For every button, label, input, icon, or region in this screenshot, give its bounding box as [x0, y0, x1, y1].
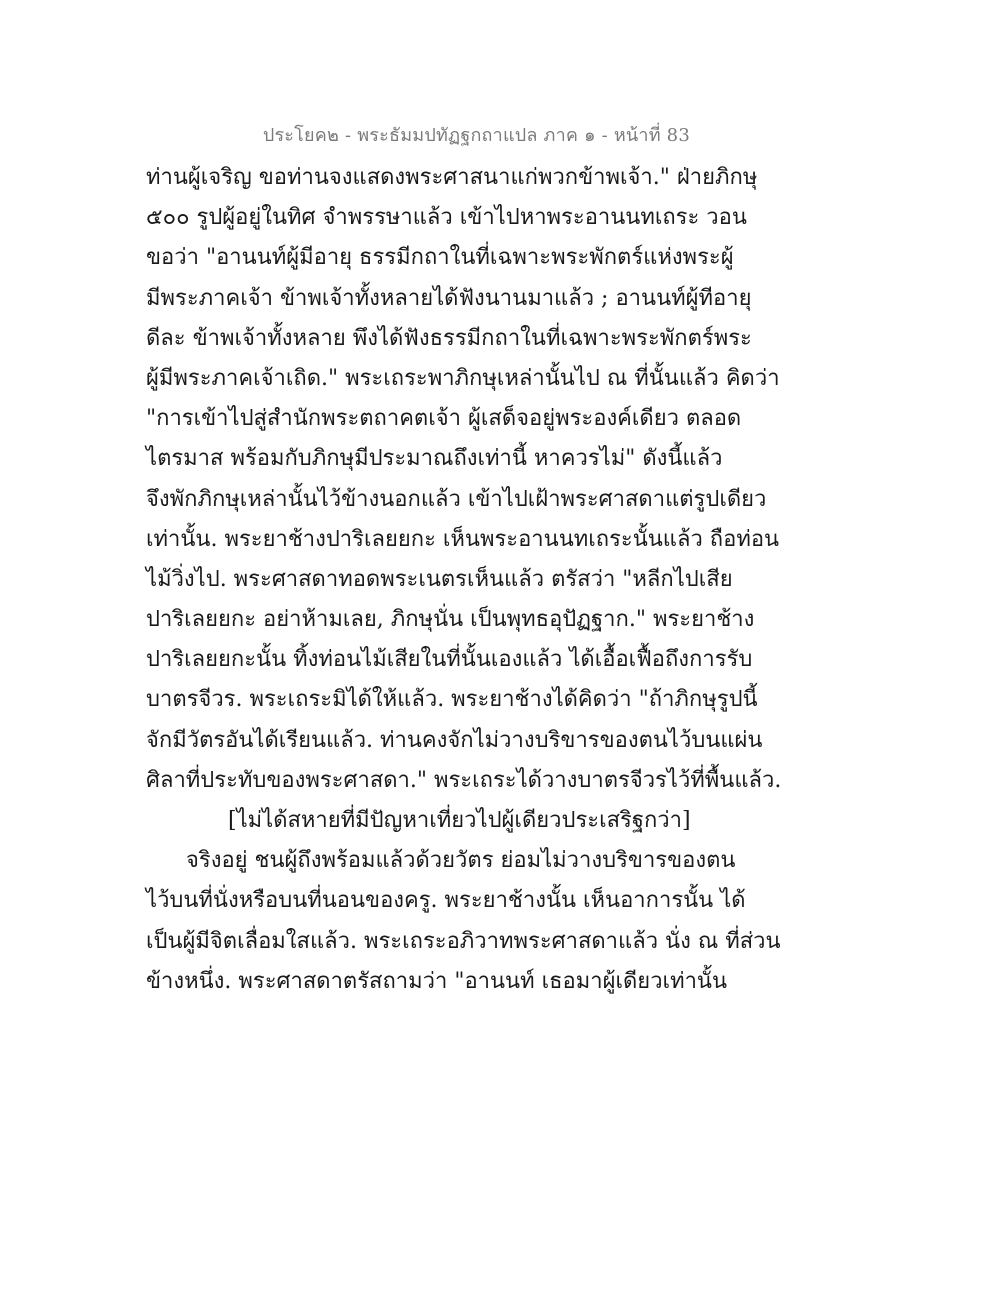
- text-line: ไม้วิ่งไป. พระศาสดาทอดพระเนตรเห็นแล้ว ตรัสว่า "หลีกไปเสีย: [146, 566, 733, 592]
- text-line: ศิลาที่ประทับของพระศาสดา." พระเถระได้วางบาตรจีวรไว้ที่พื้นแล้ว.: [146, 767, 782, 793]
- text-line: ขอว่า "อานนท์ผู้มีอายุ ธรรมีกถาในที่เฉพาะพระพักตร์แห่งพระผู้: [146, 245, 734, 271]
- text-line: ท่านผู้เจริญ ขอท่านจงแสดงพระศาสนาแก่พวกข้าพเจ้า." ฝ่ายภิกษุ: [146, 165, 758, 190]
- text-line: ผู้มีพระภาคเจ้าเถิด." พระเถระพาภิกษุเหล่านั้นไป ณ ที่นั้นแล้ว คิดว่า: [146, 365, 780, 391]
- text-line: ๕๐๐ รูปผู้อยู่ในทิศ จำพรรษาแล้ว เข้าไปหาพระอานนทเถระ วอน: [146, 205, 747, 231]
- section-heading: [ไม่ได้สหายที่มีปัญหาเที่ยวไปผู้เดียวประเสริฐกว่า]: [228, 808, 691, 833]
- text-line: ดีละ ข้าพเจ้าทั้งหลาย พึงได้ฟังธรรมีกถาในที่เฉพาะพระพักตร์พระ: [146, 325, 752, 351]
- running-head: ประโยค๒ - พระธัมมปทัฏฐกถาแปล ภาค ๑ - หน้าที่ 83: [262, 125, 690, 146]
- text-line: ปาริเลยยกะ อย่าห้ามเลย, ภิกษุนั่น เป็นพุทธอุปัฏฐาก." พระยาช้าง: [146, 607, 755, 633]
- text-line: เป็นผู้มีจิตเลื่อมใสแล้ว. พระเถระอภิวาทพระศาสดาแล้ว นั่ง ณ ที่ส่วน: [146, 928, 781, 954]
- text-line: "การเข้าไปสู่สำนักพระตถาคตเจ้า ผู้เสด็จอยู่พระองค์เดียว ตลอด: [146, 406, 742, 432]
- text-line: ไว้บนที่นั่งหรือบนที่นอนของครู. พระยาช้างนั้น เห็นอาการนั้น ได้: [146, 888, 746, 914]
- text-line: จักมีวัตรอันได้เรียนแล้ว. ท่านคงจักไม่วางบริขารของตนไว้บนแผ่น: [146, 727, 763, 753]
- text-line: ไตรมาส พร้อมกับภิกษุมีประมาณถึงเท่านี้ หาควรไม่" ดังนี้แล้ว: [146, 446, 723, 472]
- text-line: มีพระภาคเจ้า ข้าพเจ้าทั้งหลายได้ฟังนานมาแล้ว ; อานนท์ผู้ทีอายุ: [146, 285, 752, 311]
- text-line: จึงพักภิกษุเหล่านั้นไว้ข้างนอกแล้ว เข้าไปเฝ้าพระศาสดาแต่รูปเดียว: [146, 486, 767, 512]
- text-line: ข้างหนึ่ง. พระศาสดาตรัสถามว่า "อานนท์ เธอมาผู้เดียวเท่านั้น: [146, 968, 728, 994]
- text-line: ปาริเลยยกะนั้น ทิ้งท่อนไม้เสียในที่นั้นเองแล้ว ได้เอื้อเฟื้อถึงการรับ: [146, 647, 753, 673]
- body-text: [146, 158, 782, 1002]
- text-line: จริงอยู่ ชนผู้ถึงพร้อมแล้วด้วยวัตร ย่อมไม่วางบริขารของตน: [186, 848, 736, 874]
- text-line: เท่านั้น. พระยาช้างปาริเลยยกะ เห็นพระอานนทเถระนั้นแล้ว ถือท่อน: [146, 526, 780, 552]
- text-line: บาตรจีวร. พระเถระมิได้ให้แล้ว. พระยาช้างได้คิดว่า "ถ้าภิกษุรูปนี้: [146, 687, 758, 713]
